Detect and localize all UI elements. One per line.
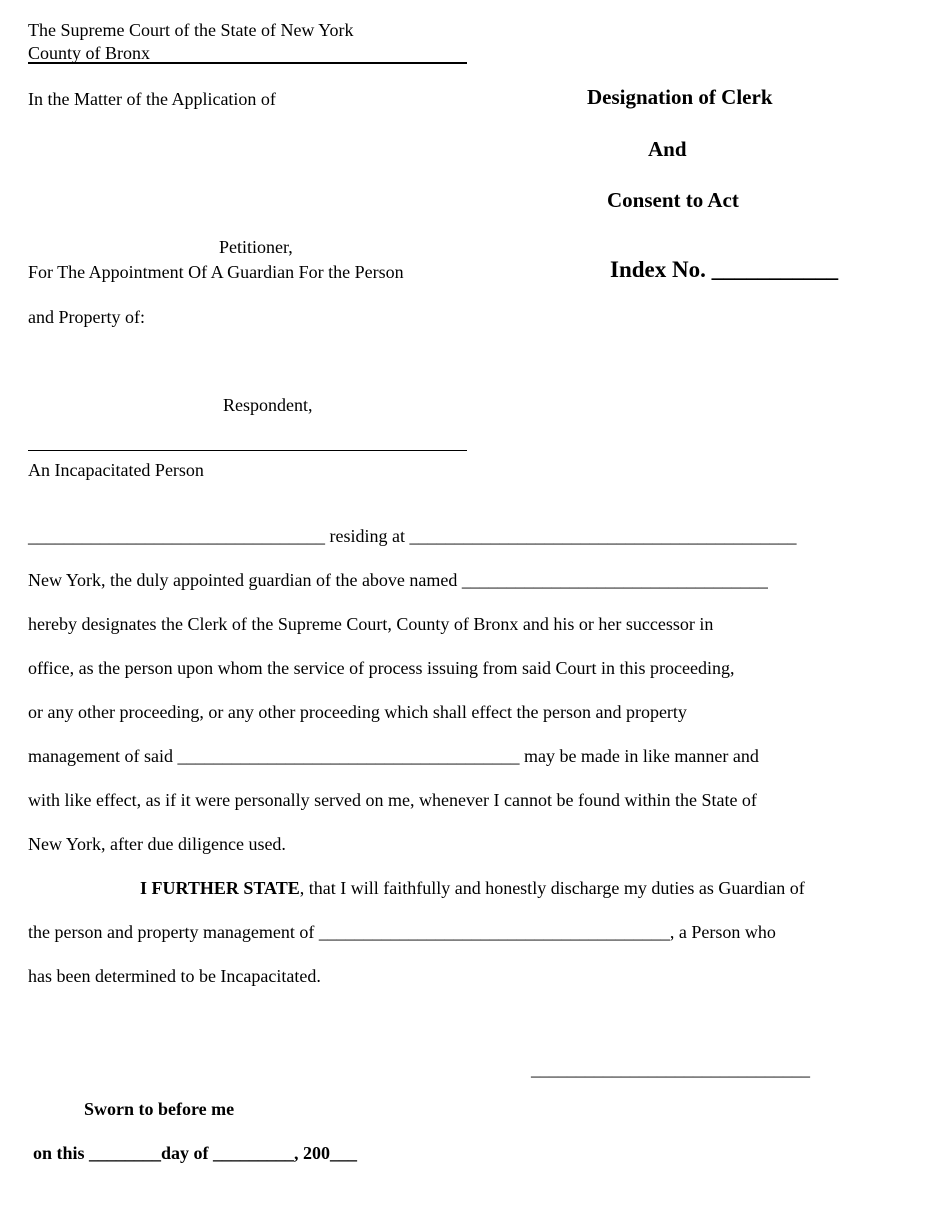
caption-bottom-rule: [28, 450, 467, 451]
body-line-person: the person and property management of _______________________________________, a Person who: [28, 922, 776, 942]
document-title: Designation of Clerk: [587, 85, 773, 109]
body-line-effect: with like effect, as if it were personally served on me, whenever I cannot be found within the State of: [28, 790, 757, 810]
body-line-diligence: New York, after due diligence used.: [28, 834, 286, 854]
sworn-date-line: on this ________day of _________, 200___: [33, 1143, 358, 1163]
respondent-label: Respondent,: [223, 395, 313, 415]
caption-top-rule: [28, 62, 467, 64]
title-and: And: [648, 137, 687, 161]
index-number: Index No. ___________: [610, 257, 839, 282]
property-text: and Property of:: [28, 307, 145, 327]
body-line-designates: hereby designates the Clerk of the Supreme Court, County of Bronx and his or her successor in: [28, 614, 714, 634]
court-name: The Supreme Court of the State of New York: [28, 20, 354, 40]
further-state-text: , that I will faithfully and honestly discharge my duties as Guardian of: [299, 878, 805, 898]
further-state-bold: I FURTHER STATE: [140, 878, 300, 898]
body-line-further: [140, 877, 805, 899]
body-line-office: office, as the person upon whom the service of process issuing from said Court in this proceeding,: [28, 658, 735, 678]
signature-line: _______________________________: [531, 1059, 810, 1079]
appointment-text: For The Appointment Of A Guardian For the Person: [28, 262, 404, 282]
body-line-residing: _________________________________ residing at ___________________________________________: [28, 526, 797, 546]
matter-heading: In the Matter of the Application of: [28, 89, 276, 109]
title-consent: Consent to Act: [607, 188, 739, 212]
body-line-proceeding: or any other proceeding, or any other proceeding which shall effect the person and property: [28, 702, 687, 722]
sworn-label: Sworn to before me: [84, 1099, 235, 1119]
body-line-management: management of said ______________________________________ may be made in like manner and: [28, 746, 759, 766]
incapacitated-label: An Incapacitated Person: [28, 460, 204, 480]
body-line-guardian: New York, the duly appointed guardian of the above named __________________________________: [28, 570, 768, 590]
petitioner-label: Petitioner,: [219, 237, 293, 257]
county-name: County of Bronx: [28, 43, 151, 63]
body-line-incapacitated: has been determined to be Incapacitated.: [28, 966, 321, 986]
